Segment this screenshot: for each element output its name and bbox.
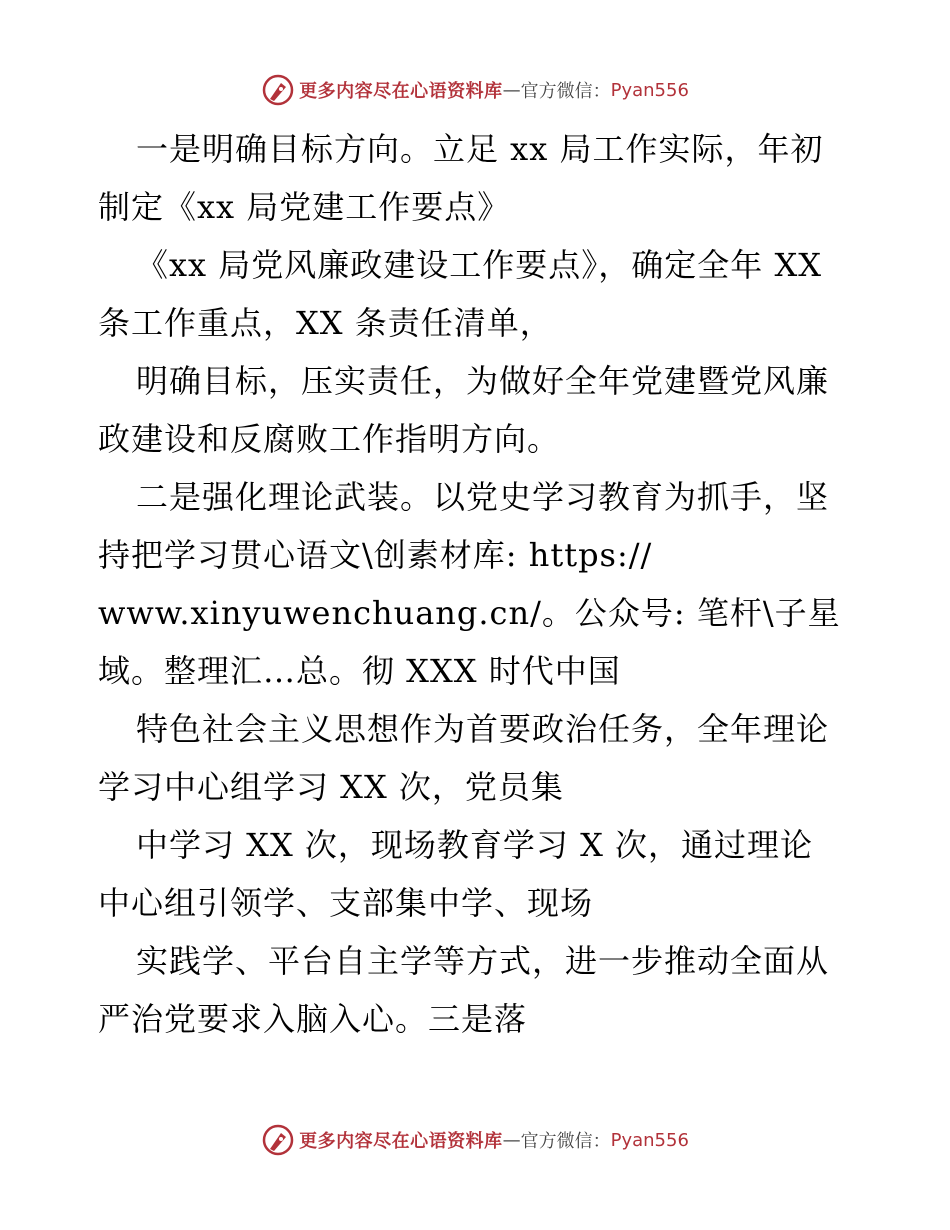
body-line: 学习中心组学习 XX 次，党员集 (98, 768, 564, 806)
header-contact-text: 官方微信： (520, 81, 611, 102)
body-line: 明确目标，压实责任，为做好全年党建暨党风廉 (136, 362, 830, 400)
header-banner (0, 70, 950, 110)
body-line: 严治党要求入脑入心。三是落 (98, 1000, 528, 1038)
body-line: 特色社会主义思想作为首要政治任务，全年理论 (136, 710, 830, 748)
body-line: 中学习 XX 次，现场教育学习 X 次，通过理论 (136, 826, 814, 864)
body-line: 一是明确目标方向。立足 xx 局工作实际，年初 (136, 130, 824, 168)
header-dash: — (502, 79, 521, 101)
body-line: www.xinyuwenchuang.cn/。公众号: 笔杆\子星 (98, 594, 841, 632)
body-line: 域。整理汇…总。彻 XXX 时代中国 (98, 652, 621, 690)
footer-banner (0, 1120, 950, 1160)
body-line: 《xx 局党风廉政建设工作要点》，确定全年 XX (136, 246, 823, 284)
body-line: 持把学习贯心语文\创素材库: https:// (98, 536, 653, 574)
body-line: 中心组引领学、支部集中学、现场 (98, 884, 594, 922)
pen-nib-logo-icon (261, 1123, 295, 1157)
body-line: 二是强化理论武装。以党史学习教育为抓手，坚 (136, 478, 830, 516)
header-brand-text: 更多内容尽在心语资料库 (299, 81, 503, 102)
body-line: 制定《xx 局党建工作要点》 (98, 188, 511, 226)
footer-contact-id: Pyan556 (610, 1129, 689, 1151)
footer-dash: — (502, 1129, 521, 1151)
body-line: 条工作重点，XX 条责任清单， (98, 304, 553, 342)
header-contact-id: Pyan556 (610, 79, 689, 101)
footer-brand-text: 更多内容尽在心语资料库 (299, 1131, 503, 1152)
footer-contact-text: 官方微信： (520, 1131, 611, 1152)
body-line: 政建设和反腐败工作指明方向。 (98, 420, 561, 458)
pen-nib-logo-icon (261, 73, 295, 107)
document-body (98, 120, 858, 1048)
body-line: 实践学、平台自主学等方式，进一步推动全面从 (136, 942, 830, 980)
